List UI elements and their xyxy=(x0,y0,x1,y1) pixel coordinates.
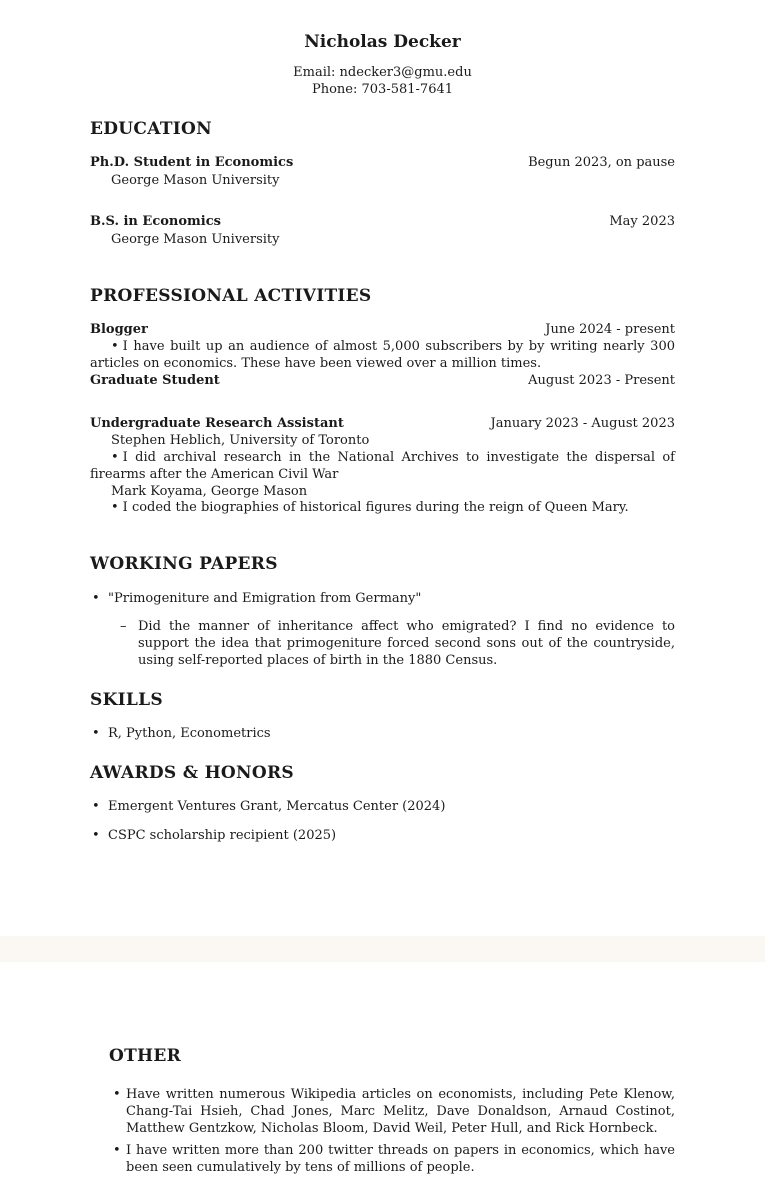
supervisor-line: Mark Koyama, George Mason xyxy=(111,484,308,499)
school-name: George Mason University xyxy=(111,173,280,188)
job-entry xyxy=(90,321,675,338)
bullet-icon: • xyxy=(113,1087,121,1102)
job-date: August 2023 - Present xyxy=(528,373,675,388)
abstract-text: Did the manner of inheritance affect who emigrated? I find no evidence to support the idea that primogeniture forced second sons out of the countryside, using self-reported places of birth in the 1880 Census. xyxy=(138,619,675,668)
bullet-icon: • xyxy=(92,799,100,814)
job-bullet xyxy=(90,449,675,483)
working-papers-heading: WORKING PAPERS xyxy=(90,554,278,574)
skills-heading: SKILLS xyxy=(90,690,163,710)
job-title: Blogger xyxy=(90,322,148,337)
job-entry xyxy=(90,415,675,432)
job-title: Undergraduate Research Assistant xyxy=(90,416,344,431)
job-date: June 2024 - present xyxy=(545,322,675,337)
bullet-icon: • xyxy=(92,828,100,843)
bullet-icon: • xyxy=(92,726,100,741)
job-bullet xyxy=(90,338,675,372)
other-text: I have written more than 200 twitter threads on papers in economics, which have been seen cumulatively by tens of millions of people. xyxy=(126,1143,675,1175)
awards-heading: AWARDS & HONORS xyxy=(90,763,294,783)
degree-title: B.S. in Economics xyxy=(90,214,221,229)
resume-page-2 xyxy=(0,962,765,1200)
degree-date: May 2023 xyxy=(609,214,675,229)
school-name: George Mason University xyxy=(111,232,280,247)
bullet-icon: • xyxy=(111,450,119,465)
bullet-icon: • xyxy=(92,591,100,606)
bullet-text: I did archival research in the National Archives to investigate the dispersal of firearms after the American Civil War xyxy=(90,450,675,482)
supervisor-line: Stephen Heblich, University of Toronto xyxy=(111,433,370,448)
other-text: Have written numerous Wikipedia articles on economists, including Pete Klenow, Chang-Tai Hsieh, Chad Jones, Marc Melitz, Dave Donaldson, Arnaud Costinot, Matthew Gentzkow, Nicholas Bloom, David Weil, Peter Hull, and Rick Hornbeck. xyxy=(126,1087,675,1136)
bullet-icon: • xyxy=(111,339,119,354)
job-title: Graduate Student xyxy=(90,373,220,388)
bullet-text: I have built up an audience of almost 5,000 subscribers by by writing nearly 300 articles on economics. These have been viewed over a million times. xyxy=(90,339,675,371)
bullet-icon: • xyxy=(111,500,119,515)
job-date: January 2023 - August 2023 xyxy=(490,416,675,431)
degree-date: Begun 2023, on pause xyxy=(528,155,675,170)
bullet-text: I coded the biographies of historical figures during the reign of Queen Mary. xyxy=(122,500,629,515)
candidate-name: Nicholas Decker xyxy=(304,32,461,52)
degree-title: Ph.D. Student in Economics xyxy=(90,155,294,170)
award-text: Emergent Ventures Grant, Mercatus Center (2024) xyxy=(108,799,446,814)
education-item xyxy=(90,213,675,230)
education-heading: EDUCATION xyxy=(90,119,212,139)
phone-line: Phone: 703-581-7641 xyxy=(311,82,454,97)
dash-icon: – xyxy=(120,619,127,634)
skill-text: R, Python, Econometrics xyxy=(108,726,271,741)
job-entry xyxy=(90,372,675,389)
professional-heading: PROFESSIONAL ACTIVITIES xyxy=(90,286,372,306)
email-line: Email: ndecker3@gmu.edu xyxy=(293,65,472,80)
education-item xyxy=(90,154,675,171)
job-bullet xyxy=(90,499,675,516)
contact-block xyxy=(0,64,765,98)
bullet-icon: • xyxy=(113,1143,121,1158)
other-heading: OTHER xyxy=(109,1046,182,1066)
page-break xyxy=(0,936,765,962)
paper-title: "Primogeniture and Emigration from Germany" xyxy=(108,591,422,606)
award-text: CSPC scholarship recipient (2025) xyxy=(108,828,337,843)
